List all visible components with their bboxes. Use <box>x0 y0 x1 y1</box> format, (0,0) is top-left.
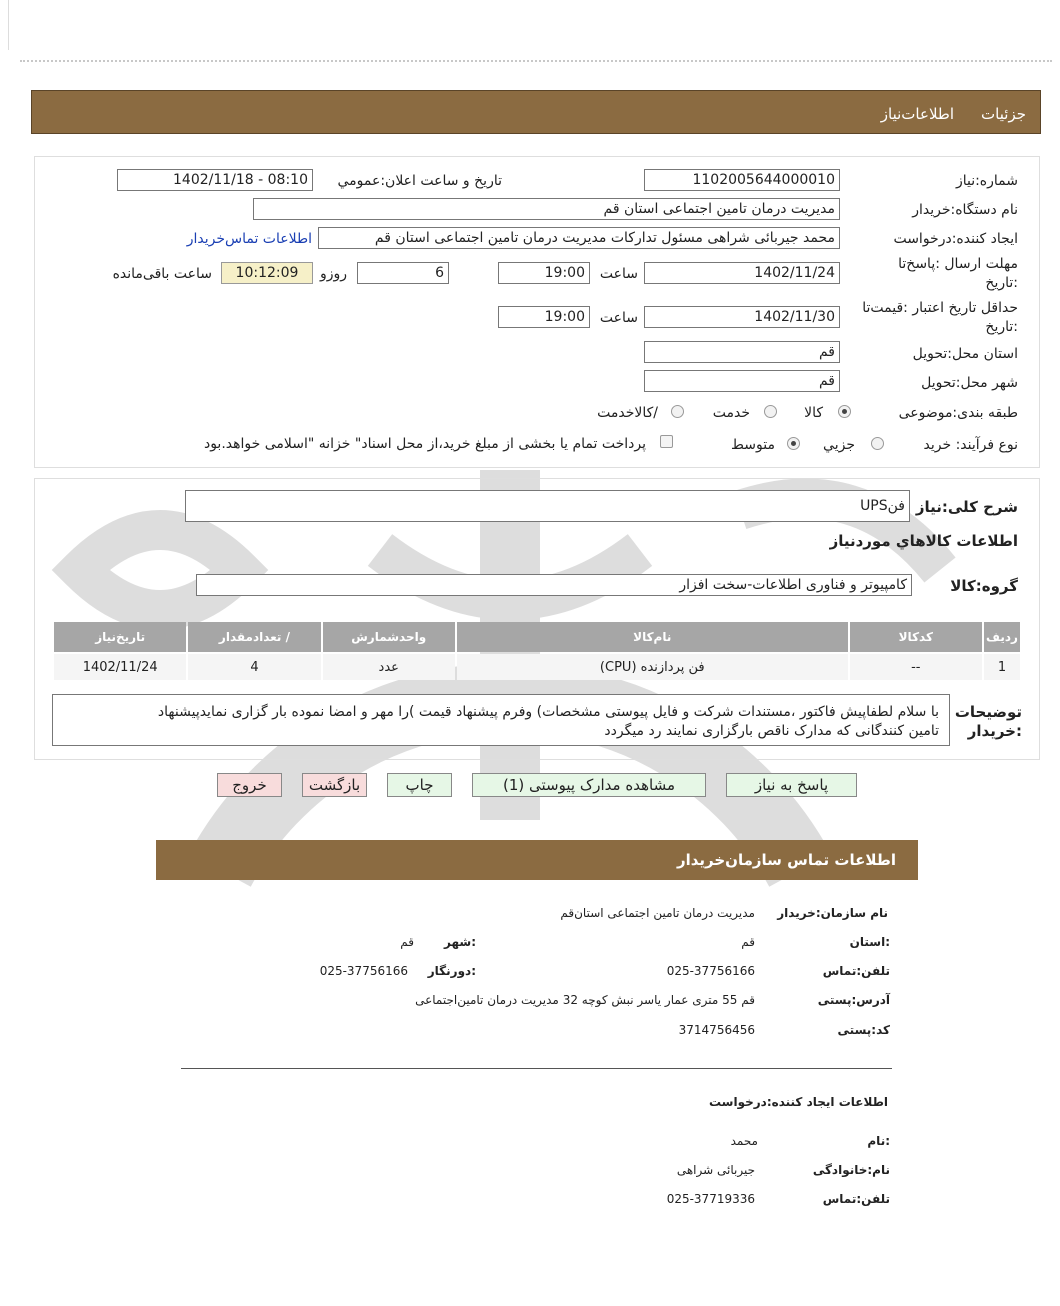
general-description-field: فنUPS <box>185 490 910 522</box>
remaining-timer: 10:12:09 <box>221 262 313 284</box>
buyer-notes-label: توضیحات <box>954 703 1022 721</box>
goods-group-label: گروه:کالا <box>950 577 1018 595</box>
header-title: اطلاعات‌نیاز <box>880 105 954 123</box>
contact-org-label: نام سازمان:خریدار <box>777 906 888 920</box>
buyer-contact-link[interactable]: اطلاعات تماس‌خریدار <box>186 231 312 247</box>
contact-address-value: قم 55 متری عمار یاسر نبش کوچه 32 مدیریت درمان تامین‌اجتماعی <box>415 993 755 1007</box>
deadline-label: مهلت ارسال :پاسخ‌تا <box>898 256 1018 272</box>
city-field: قم <box>644 370 840 392</box>
category-option-service: خدمت <box>712 405 750 421</box>
deadline-time-field: 19:00 <box>498 262 590 284</box>
column-header-name: نام‌کالا <box>457 622 848 652</box>
city-label: شهر محل:تحویل <box>921 375 1018 391</box>
creator-info-title: اطلاعات ایجاد کننده:درخواست <box>708 1095 888 1109</box>
validity-label-date: :تاریخ <box>985 319 1018 335</box>
contact-divider <box>181 1068 892 1069</box>
category-option-goods: کالا <box>804 405 823 421</box>
category-radio-goods[interactable] <box>838 405 851 418</box>
contact-address-label: آدرس:پستی <box>817 993 890 1007</box>
cell-unit: عدد <box>323 654 455 680</box>
column-header-row-number: ردیف <box>984 622 1020 652</box>
validity-date-field: 1402/11/30 <box>644 306 840 328</box>
remaining-label: ساعت باقی‌مانده <box>112 266 212 282</box>
process-radio-medium[interactable] <box>787 437 800 450</box>
cell-date: 1402/11/24 <box>54 654 186 680</box>
column-header-quantity: / تعدادمقدار <box>188 622 320 652</box>
details-header-bar <box>31 90 1041 134</box>
contact-fax-label: :دورنگار <box>427 964 476 978</box>
process-label: نوع فرآیند: خرید <box>923 437 1018 453</box>
buyer-notes-label-2: :خریدار <box>967 722 1022 740</box>
buyer-notes-line-2: تامین کنندگانی که مدارک ناقص بارگزاری نمایند رد میگردد <box>604 723 939 739</box>
contact-city-value: قم <box>400 935 414 949</box>
print-button[interactable]: چاپ <box>387 773 452 797</box>
cell-quantity: 4 <box>188 654 320 680</box>
reply-button[interactable]: پاسخ به نیاز <box>726 773 857 797</box>
goods-group-field: کامپیوتر و فناوری اطلاعات-سخت افزار <box>196 574 912 596</box>
province-field: قم <box>644 341 840 363</box>
need-number-label: شماره:نیاز <box>955 173 1018 189</box>
deadline-time-label: ساعت <box>599 266 638 282</box>
exit-button[interactable]: خروج <box>217 773 282 797</box>
general-description-label: شرح کلی:نیاز <box>915 498 1018 516</box>
creator-phone-value: 025-37719336 <box>666 1192 755 1206</box>
contact-phone-label: تلفن:تماس <box>822 964 890 978</box>
category-radio-service[interactable] <box>764 405 777 418</box>
cell-name: فن پردازنده (CPU) <box>457 654 848 680</box>
announce-label: تاریخ و ساعت اعلان:عمومي <box>337 173 502 189</box>
validity-time-label: ساعت <box>599 310 638 326</box>
need-number-field: 1102005644000010 <box>644 169 840 191</box>
creator-family-label: نام:خانوادگی <box>812 1163 890 1177</box>
page-left-border <box>8 0 9 50</box>
creator-phone-label: تلفن:تماس <box>822 1192 890 1206</box>
deadline-label-date: :تاریخ <box>985 275 1018 291</box>
contact-org-value: مدیریت درمان تامین اجتماعی استان‌قم <box>560 906 755 920</box>
column-header-code: کدکالا <box>850 622 982 652</box>
cell-row-number: 1 <box>984 654 1020 680</box>
contact-province-label: :استان <box>849 935 890 949</box>
contact-fax-value: 025-37756166 <box>319 964 408 978</box>
treasury-payment-note: پرداخت تمام یا بخشی از مبلغ خرید،از محل اسناد" خزانه "اسلامی خواهد.بود <box>203 436 646 452</box>
validity-time-field: 19:00 <box>498 306 590 328</box>
creator-field: محمد جیربائی شراهی مسئول تدارکات مدیریت درمان تامین اجتماعی استان قم <box>318 227 840 249</box>
table-header-row <box>54 622 1020 652</box>
goods-info-title: اطلاعات کالاهاي موردنیاز <box>829 532 1018 550</box>
treasury-payment-checkbox[interactable] <box>660 435 673 448</box>
announce-date-field: 1402/11/18 - 08:10 <box>117 169 313 191</box>
contact-phone-value: 025-37756166 <box>666 964 755 978</box>
province-label: استان محل:تحویل <box>912 346 1018 362</box>
category-radio-goods-service[interactable] <box>671 405 684 418</box>
buyer-contact-title: اطلاعات تماس سازمان‌خریدار <box>676 851 896 869</box>
days-label: روزو <box>319 266 347 282</box>
contact-postal-value: 3714756456 <box>678 1023 755 1037</box>
creator-name-label: :نام <box>867 1134 890 1148</box>
creator-family-value: جیربائی شراهی <box>676 1163 755 1177</box>
contact-province-value: قم <box>741 935 755 949</box>
process-radio-minor[interactable] <box>871 437 884 450</box>
buyer-contact-header <box>156 840 918 880</box>
buyer-org-label: نام دستگاه:خریدار <box>912 202 1018 218</box>
cell-code: -- <box>850 654 982 680</box>
buyer-notes-line-1: با سلام لطفاپیش فاکتور ،مستندات شرکت و فایل پیوستی مشخصات) وفرم پیشنهاد قیمت )را مهر و امضا نموده بار گزاری نمایدپیشنهاد <box>157 704 939 720</box>
category-label: طبقه بندی:موضوعی <box>898 405 1018 421</box>
process-option-medium: متوسط <box>731 437 775 453</box>
validity-label: حداقل تاریخ اعتبار :قیمت‌تا <box>862 300 1018 316</box>
table-row <box>54 654 1020 680</box>
goods-table <box>52 620 1022 682</box>
column-header-unit: واحدشمارش <box>323 622 455 652</box>
back-button[interactable]: بازگشت <box>302 773 367 797</box>
contact-city-label: :شهر <box>444 935 476 949</box>
category-option-goods-service: /کالاخدمت <box>597 405 658 421</box>
days-remaining-field: 6 <box>357 262 449 284</box>
view-attachments-button[interactable]: مشاهده مدارک پیوستی (1) <box>472 773 706 797</box>
header-subtitle: جزئیات <box>981 105 1026 123</box>
deadline-date-field: 1402/11/24 <box>644 262 840 284</box>
creator-name-value: محمد <box>730 1134 758 1148</box>
process-option-minor: جزيي <box>823 437 855 453</box>
buyer-org-field: مدیریت درمان تامین اجتماعی استان قم <box>253 198 840 220</box>
contact-postal-label: کد:پستی <box>837 1023 890 1037</box>
column-header-date: تاریخ‌نیاز <box>54 622 186 652</box>
creator-label: ایجاد کننده:درخواست <box>893 231 1018 247</box>
buyer-notes-box <box>52 694 950 746</box>
top-dotted-separator <box>20 60 1052 62</box>
